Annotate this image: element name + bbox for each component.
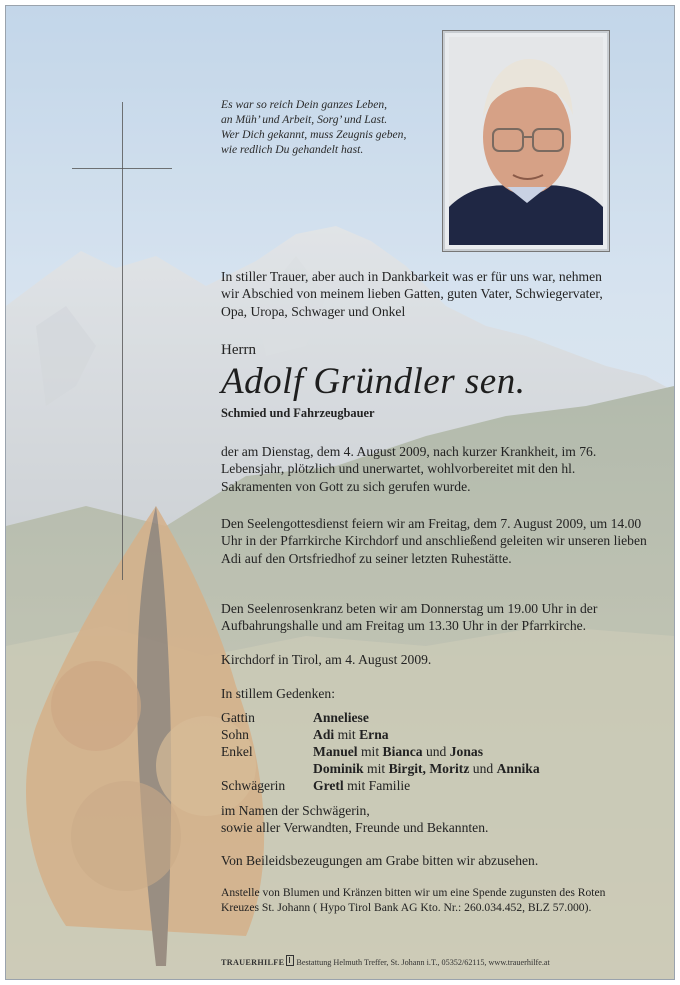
family-member: Dominik <box>313 761 364 776</box>
relation-names <box>313 726 389 743</box>
family-member: Jonas <box>449 744 483 759</box>
relation-names <box>313 777 410 794</box>
funeral-home-footer <box>221 955 550 967</box>
cross-icon <box>122 102 123 580</box>
family-member: Birgit, Moritz <box>388 761 470 776</box>
family-member: Manuel <box>313 744 358 759</box>
funeral-service-paragraph: Den Seelengottesdienst feiern wir am Freitag, dem 7. August 2009, um 14.00 Uhr in der Pfarrkirche Kirchdorf und anschließend geleiten wir unseren lieben Adi auf den Ortsfriedhof zu seiner letzten Ruhestätte. <box>221 516 647 566</box>
family-member: Adi <box>313 727 335 742</box>
cross-icon-bar <box>72 168 172 169</box>
connector: und <box>472 761 494 776</box>
death-notice-paragraph: der am Dienstag, dem 4. August 2009, nach kurzer Krankheit, im 76. Lebensjahr, plötzlich und unerwartet, wohlvorbereitet mit den hl. Sakramenten von Gott zu sich gerufen wurde. <box>221 444 597 494</box>
relation-label: Gattin <box>221 710 255 725</box>
rosary-paragraph: Den Seelenrosenkranz beten wir am Donnerstag um 19.00 Uhr in der Aufbahrungshalle und am Freitag um 13.30 Uhr in der Pfarrkirche. <box>221 601 598 634</box>
relation-names <box>313 709 369 726</box>
family-member: Anneliese <box>313 710 369 725</box>
portrait-photo <box>442 30 610 252</box>
family-member: Erna <box>359 727 389 742</box>
footer-text: Bestattung Helmuth Treffer, St. Johann i.T., 05352/62115, www.trauerhilfe.at <box>296 958 550 967</box>
connector: mit <box>360 744 380 759</box>
connector: mit <box>367 761 386 776</box>
donation-note: Anstelle von Blumen und Kränzen bitten wir um eine Spende zugunsten des Roten Kreuzes St. Johann ( Hypo Tirol Bank AG Kto. Nr.: 260.034.452, BLZ 57.000). <box>221 886 606 914</box>
relation-label: Sohn <box>221 727 249 742</box>
intro-text: In stiller Trauer, aber auch in Dankbarkeit was er für uns war, nehmen wir Abschied von meinem lieben Gatten, guten Vater, Schwiegervater, Opa, Uropa, Schwager und Onkel <box>221 269 603 319</box>
connector: mit <box>337 727 356 742</box>
family-member: Bianca <box>382 744 423 759</box>
relation-names <box>313 743 483 760</box>
portrait-image <box>449 37 603 245</box>
closing-text: im Namen der Schwägerin, sowie aller Verwandten, Freunde und Bekannten. <box>221 803 489 836</box>
footer-brand: TRAUERHILFE <box>221 958 285 967</box>
family-member: Gretl <box>313 778 344 793</box>
place-date: Kirchdorf in Tirol, am 4. August 2009. <box>221 652 432 667</box>
condolence-note: Von Beileidsbezeugungen am Grabe bitten wir abzusehen. <box>221 853 539 868</box>
connector: und <box>425 744 447 759</box>
family-member: Annika <box>496 761 540 776</box>
salutation: Herrn <box>221 342 256 358</box>
trauerhilfe-logo-icon <box>286 955 294 966</box>
occupation: Schmied und Fahrzeugbauer <box>221 406 375 420</box>
relation-names <box>313 760 540 777</box>
deceased-name: Adolf Gründler sen. <box>221 361 526 402</box>
relation-label: Schwägerin <box>221 778 286 793</box>
relation-label: Enkel <box>221 744 253 759</box>
connector: mit Familie <box>347 778 411 793</box>
in-memory-heading: In stillem Gedenken: <box>221 686 336 701</box>
memorial-poem: Es war so reich Dein ganzes Leben, an Müh’ und Arbeit, Sorg’ und Last. Wer Dich gekannt, muss Zeugnis geben, wie redlich Du gehandelt hast. <box>221 98 407 156</box>
